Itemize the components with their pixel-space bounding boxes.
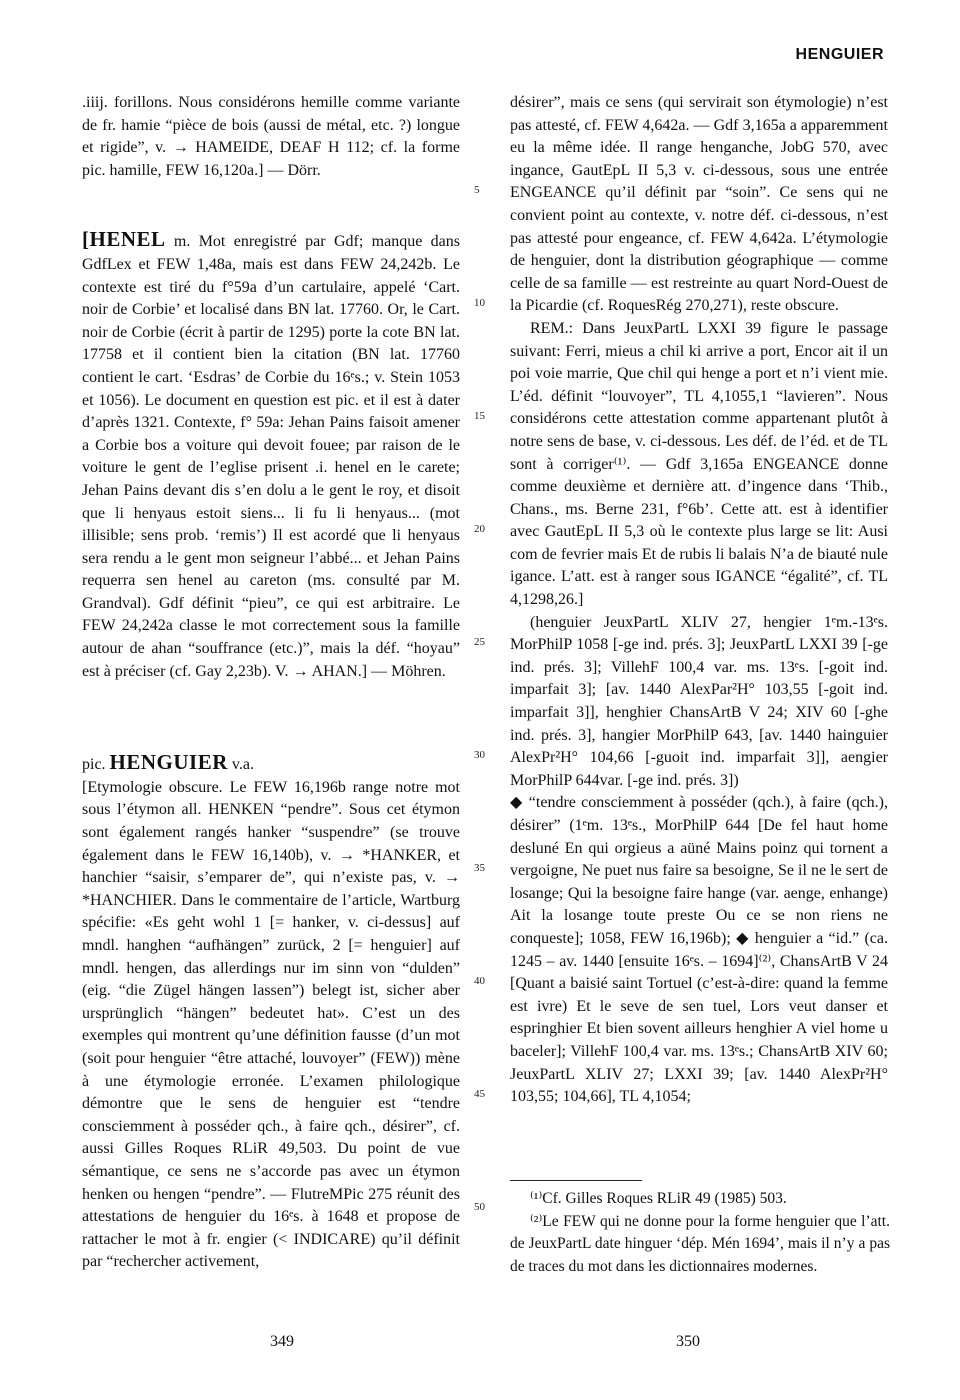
remark-paragraph: REM.: Dans JeuxPartL LXXI 39 figure le passage suivant: Ferri, mieus a chil ki arrive a port, Encor ait il un poi voie marrie, Que chil qui henge a port et n’i vient mie. L’éd. définit “louvoyer”, TL 4,1055,1 “lavieren”. Nous considérons cette attestation comme appartenant plutôt à notre sens de base, v. ci-dessous. Les déf. de l’éd. et de TL sont à corriger⁽¹⁾. — Gdf 3,165a ENGEANCE donne comme deuxième et dernière att. d’ingence dans ‘Thib., Chans., ms. Berne 231, f°6b’. Cette att. est à identifier avec GautEpL II 5,3 où le contexte plus large se lit: Ausi com de fevrier mais Et de rubis li balais N’a de biauté nule igance. L’att. est à ranger sous IGANCE “égalité”, cf. TL 4,1298,26.] xyxy=(510,319,888,609)
running-head: HENGUIER xyxy=(795,46,884,63)
line-number: 10 xyxy=(474,297,485,309)
dialect-label: pic. xyxy=(82,756,110,774)
forms-paragraph: (henguier JeuxPartL XLIV 27, hengier 1ᵉm.-13ᵉs. MorPhilP 1058 [-ge ind. prés. 3]; JeuxPartL LXXI 39 [-ge ind. prés. 3]; VillehF 100,4 var. ms. 13ᵉs. [-goit ind. imparfait 3]; [av. 1440 AlexPar²H° 103,55 [-goit ind. imparfait 3]], henghier ChansArtB V 24; XIV 60 [-ghe ind. prés. 3], hangier MorPhilP 643, [av. 1440 hainguier AlexPr²H° 104,66 [-guoit ind. imparfait 3]], aengier MorPhilP 644var. [-ge ind. prés. 3]) xyxy=(510,613,888,789)
line-number: 40 xyxy=(474,975,485,987)
footnote-rule xyxy=(510,1180,642,1181)
hamille-entry-tail: .iiij. forillons. Nous considérons hemille comme variante de fr. hamie “pièce de bois (aussi de métal, etc. ?) longue et rigide”, v. → HAMEIDE, DEAF H 112; cf. la forme pic. hamille, FEW 16,120a.] — Dörr. xyxy=(82,94,460,179)
henel-entry xyxy=(82,228,460,683)
line-number: 15 xyxy=(474,410,485,422)
line-number: 25 xyxy=(474,636,485,648)
headword-henel: [HENEL xyxy=(82,227,166,252)
line-number: 35 xyxy=(474,862,485,874)
left-column xyxy=(82,92,460,1274)
henguier-etymology: [Etymologie obscure. Le FEW 16,196b range notre mot sous l’étymon all. HENKEN “pendre”. Sous cet étymon sont également rangés hanker “suspendre” (se trouve également dans le FEW 16,140b), v. → *HANKER, et hanchier “saisir, s’emparer de”, qui n’existe pas, v. → *HANCHIER. Dans le commentaire de l’article, Wartburg spécifie: «Es geht wohl 1 [= hanker, v. ci-dessus] auf mndl. hanghen “aufhängen” zurück, 2 [= henguier] auf mndl. hengen, das allerdings nur im sinn von “dulden” (eig. “die Zügel hängen lassen”) belegt ist, sicher aber ursprünglich “hängen” bedeutet hat». C’est un des exemples qui montrent qu’une définition fausse (d’un mot (soit pour henguier “être attaché, louvoyer” (FEW)) mène à une étymologie erronée. L’examen philologique démontre que le sens de henguier est “tendre consciemment à posséder qch., à faire qch., désirer”, cf. aussi Gilles Roques RLiR 49,503. Du point de vue sémantique, ce sens ne s’accorde pas avec un étymon henken ou hengen “pendre”. — FlutreMPic 275 réunit des attestations de henguier du 16ᵉs. à 1648 et propose de rattacher le mot à fr. engier (< INDICARE) qu’il définit par “rechercher activement, xyxy=(82,778,460,1271)
line-number: 30 xyxy=(474,749,485,761)
entry-separator xyxy=(82,683,460,751)
page-number-left: 349 xyxy=(270,1333,294,1350)
right-column xyxy=(510,92,888,1109)
footnote-2: ⁽²⁾Le FEW qui ne donne pour la forme henguier que l’att. de JeuxPartL date hinguer ‘dép. Mén 1694’, mais il n’y a pas de traces du mot dans les dictionnaires modernes. xyxy=(510,1212,890,1275)
henel-entry-text: m. Mot enregistré par Gdf; manque dans GdfLex et FEW 1,48a, mais est dans FEW 24,242b. Le contexte est tiré du f°59a d’un cartulaire, appelé ‘Cart. noir de Corbie’ et localisé dans BN lat. 17760. Or, le Cart. noir de Corbie (écrit à partir de 1295) porte la cote BN lat. 17758 et il contient bien la citation (BN lat. 17760 contient le cart. ‘Esdras’ de Corbie du 16ᵉs.; v. Stein 1053 et 1056). Le document en question est pic. et il est à dater d’après 1321. Contexte, f° 59a: Jehan Pains faisoit amener a Corbie bos a voiture qui devoit fouee; par raison de le voiture le gent de l’eglise prisent .i. henel en le carete; Jehan Pains devant dis s’en dolu a le gent le roy, et disoit que li henyaus estoit siens... li fu li henyaus... (mot illisible; sens prob. ‘remis’) Il est acordé que li henyaus sera rendu a le gent mon seigneur l’abbé... et Jehan Pains requerra sen henel au careton (ms. consulté par M. Grandval). Gdf définit “pieu”, ce qui est arbitraire. Le FEW 24,242a classe le mot correctement sous la famille autour de ahan “souffrance (etc.)”, mais la déf. “hoyau” est à préciser (cf. Gay 2,23b). V. → AHAN.] — Möhren. xyxy=(82,233,460,680)
sense-paragraph: ◆ “tendre consciemment à posséder (qch.), à faire (qch.), désirer” (1ᵉm. 13ᵉs., MorPhilP 644 [De fel haut home desluné En qui orgieus a aüné Mains poinz qui tornent a vergoigne, Ne puet nus faire sa besoigne, Se il ne le sert de losange; Qui la besoigne faire hange (var. aenge, enhange) Ait la losange toute preste Ou ce se non riens ne conqueste]; 1058, FEW 16,196b); ◆ henguier a “id.” (ca. 1245 – av. 1440 [ensuite 16ᵉs. – 1694]⁽²⁾, ChansArtB V 24 [Quant a baisié saint Tortuel (c’est-à-dire: quand la femme est ivre) Et le seve de sen tuel, Lors veut danser et espringhier Et bien sovent ailleurs henghier A viel home u baceler]; VillehF 100,4 var. ms. 13ᵉs.; ChansArtB XIV 60; JeuxPartL XLIV 27; LXXI 39; [av. 1440 AlexPr²H° 103,55; 104,66], TL 4,1054; xyxy=(510,794,888,1106)
line-number: 20 xyxy=(474,523,485,535)
part-of-speech: v.a. xyxy=(227,756,254,774)
headword-henguier: HENGUIER xyxy=(109,750,228,775)
line-number: 5 xyxy=(474,184,480,196)
etymology-continued: désirer”, mais ce sens (qui servirait son étymologie) n’est pas attesté, cf. FEW 4,642a. — Gdf 3,165a a apparemment eu la même idée. Il range henganche, JobG 570, avec ingance, GautEpL II 5,3 v. ci-dessous, sous une entrée ENGEANCE qu’il définit par “soin”. Ce sens qui ne convient point au contexte, v. notre déf. ci-dessous, n’est pas attesté pour engeance, cf. FEW 4,642a. L’étymologie de henguier, dont la distribution géographique — comme celle de sa famille — est restreinte au quart Nord-Ouest de la Picardie (cf. RoquesRég 270,271), reste obscure. xyxy=(510,94,888,315)
page-number-right: 350 xyxy=(676,1333,700,1350)
line-number: 45 xyxy=(474,1088,485,1100)
henguier-headword-line xyxy=(82,751,460,777)
footnotes xyxy=(510,1188,890,1278)
line-number: 50 xyxy=(474,1201,485,1213)
entry-separator xyxy=(82,182,460,228)
footnote-1: ⁽¹⁾Cf. Gilles Roques RLiR 49 (1985) 503. xyxy=(530,1190,787,1207)
